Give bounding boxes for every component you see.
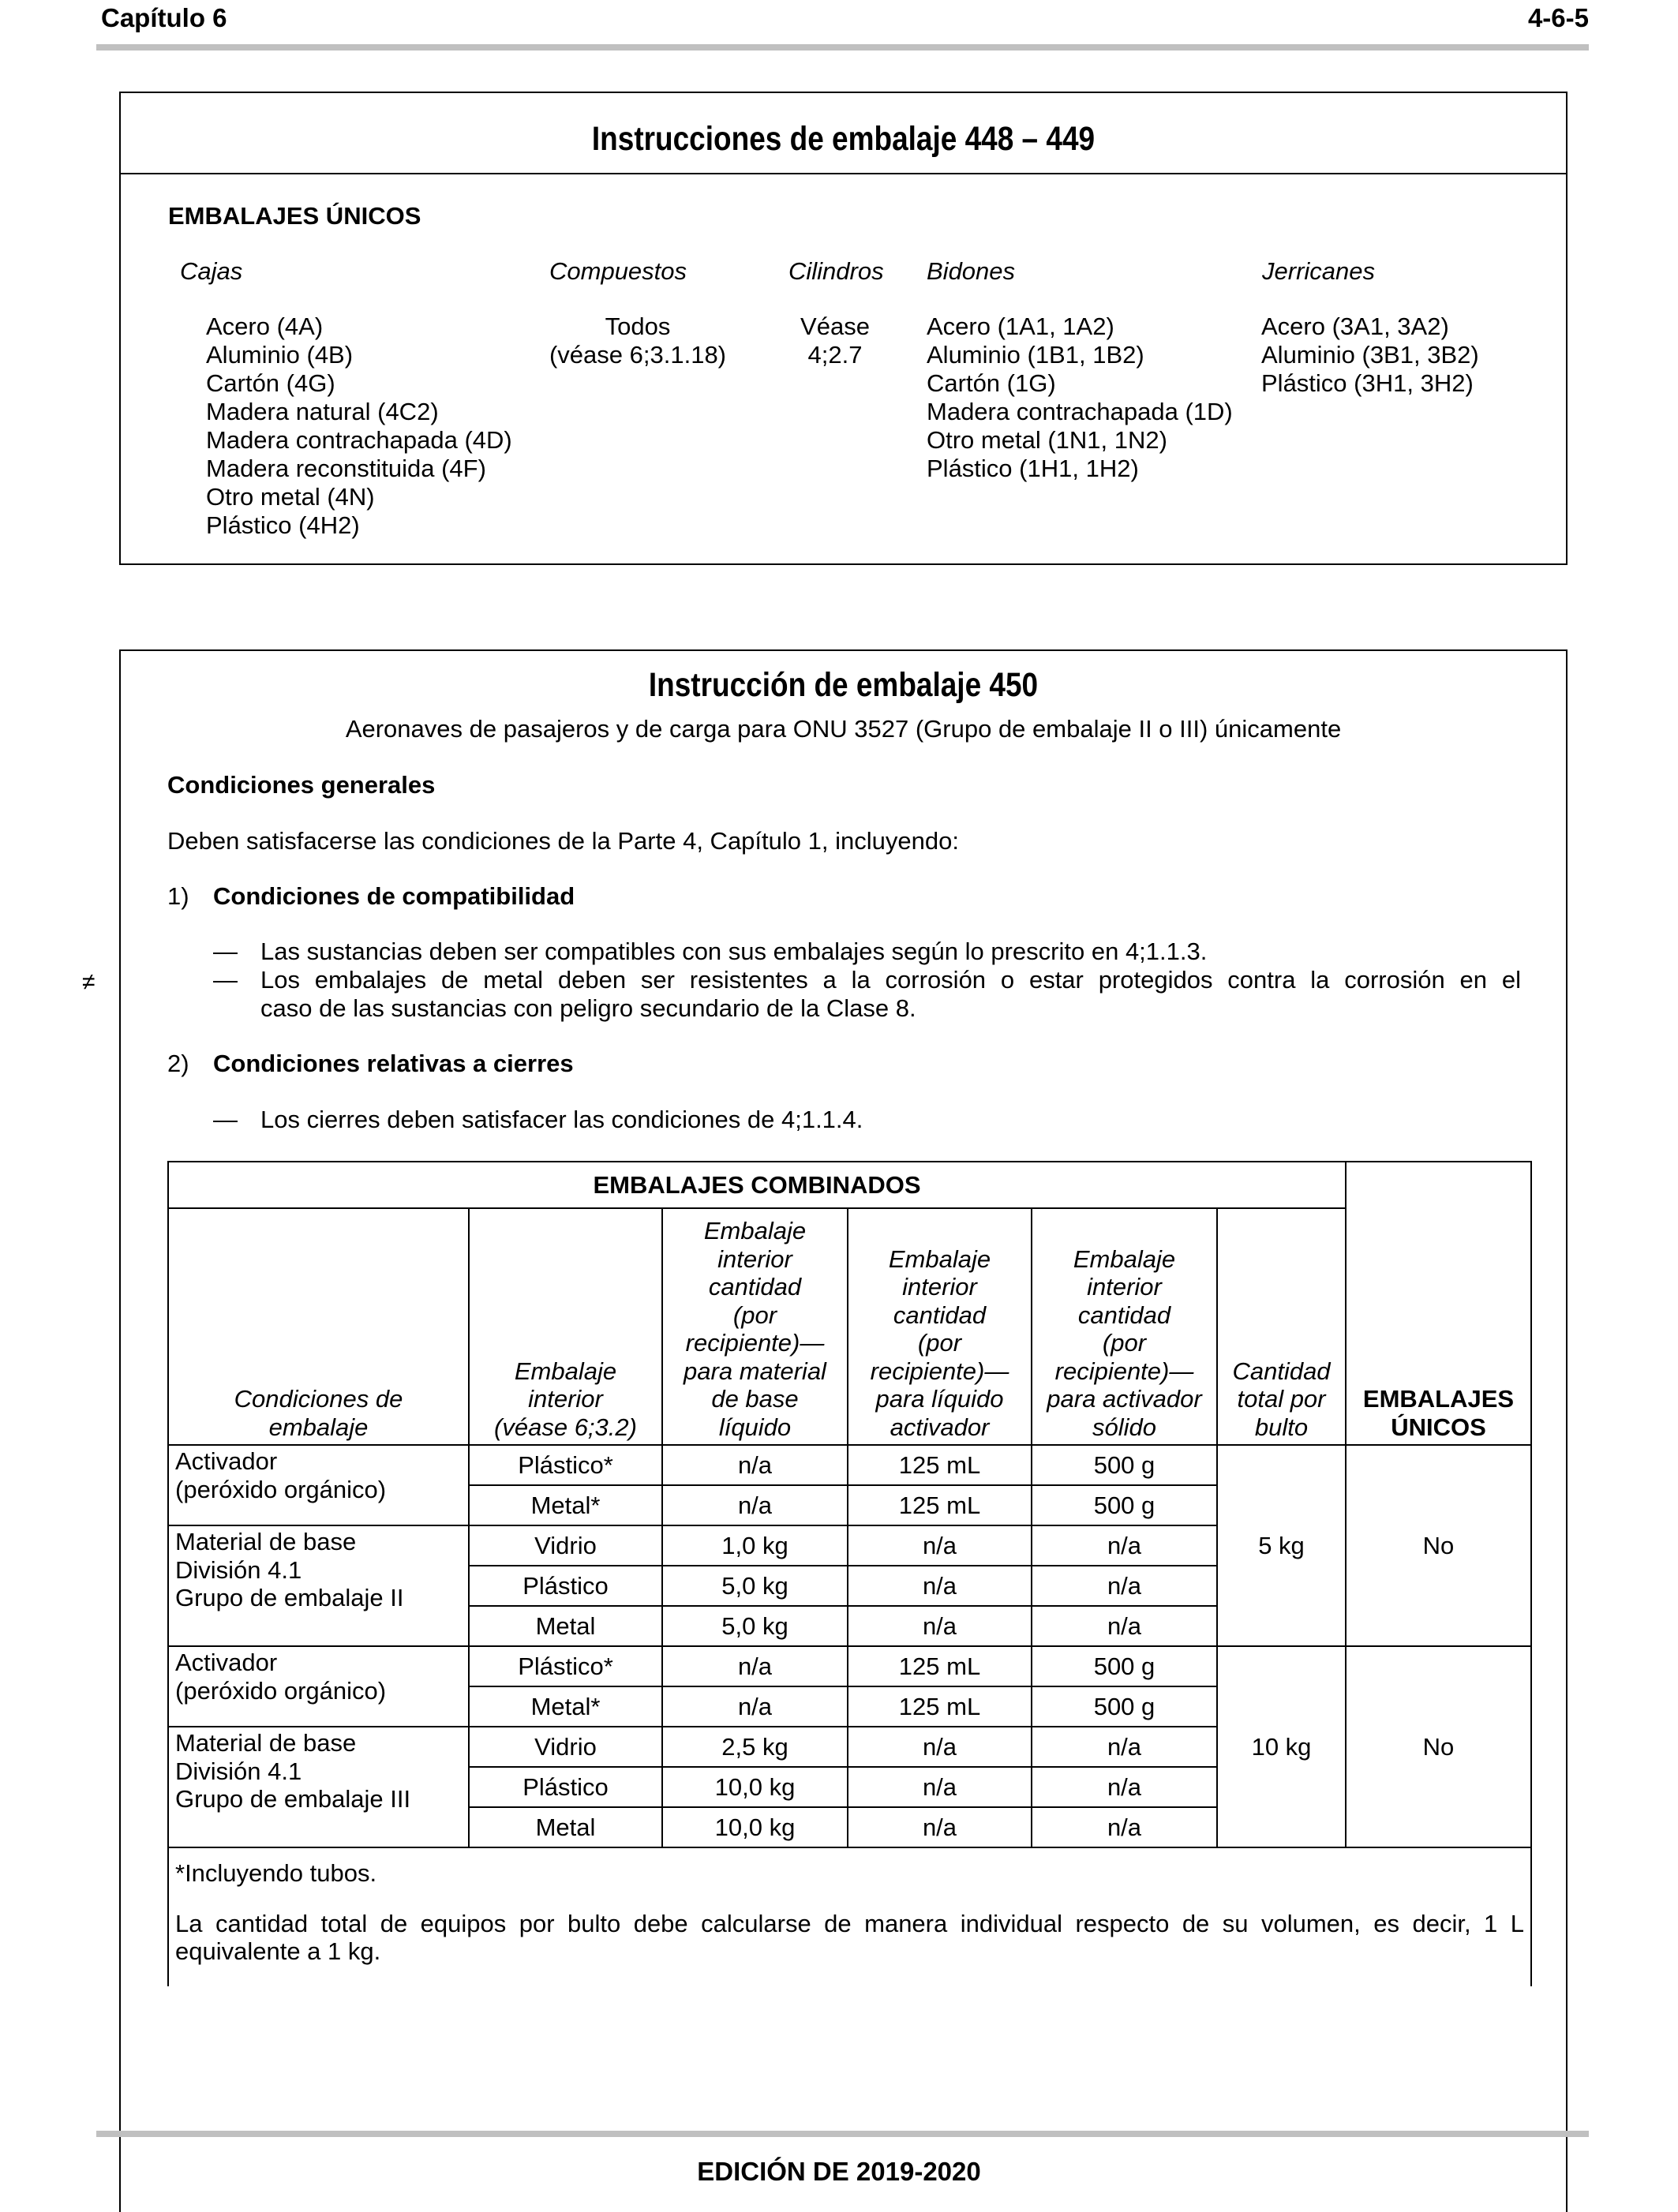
condition-label-line: (peróxido orgánico) [175, 1676, 387, 1705]
liquid-activator-qty-cell: n/a [848, 1525, 1032, 1566]
condition-label-cell [168, 1727, 469, 1847]
col-header-line: (por [732, 1301, 777, 1329]
cond2-heading: Condiciones relativas a cierres [213, 1050, 574, 1077]
condition-label-line: Grupo de embalaje III [175, 1785, 411, 1813]
cond2-bullet1: Los cierres deben satisfacer las condiciones de 4;1.1.4. [260, 1106, 863, 1133]
base-liquid-qty-cell: 10,0 kg [662, 1767, 848, 1807]
condition-label-cell [168, 1445, 469, 1525]
list-item: Aluminio (1B1, 1B2) [927, 341, 1144, 369]
condition-label-line: División 4.1 [175, 1757, 302, 1785]
condition-label-line: Activador [175, 1447, 278, 1475]
base-liquid-qty-cell: 5,0 kg [662, 1566, 848, 1606]
pi448-title: Instrucciones de embalaje 448 – 449 [591, 120, 1096, 158]
cond1-bullet2-line2: caso de las sustancias con peligro secundario de la Clase 8. [260, 994, 916, 1022]
single-heading-line: EMBALAJES [1362, 1385, 1515, 1413]
inner-packaging-cell: Plástico [469, 1566, 662, 1606]
col-header-line: Condiciones de [234, 1385, 403, 1413]
cond1-heading: Condiciones de compatibilidad [213, 882, 575, 910]
col-header-line: activador [890, 1413, 990, 1441]
list-item: Madera reconstituida (4F) [206, 455, 486, 482]
single-packaging-cell: No [1346, 1646, 1531, 1847]
col-header-line: bulto [1254, 1413, 1309, 1441]
col-header-line: interior [1087, 1273, 1162, 1301]
condition-label-line: Grupo de embalaje II [175, 1584, 404, 1611]
base-liquid-qty-cell: n/a [662, 1646, 848, 1686]
col-header-line: interior [902, 1273, 977, 1301]
col-heading-compuestos: Compuestos [549, 257, 687, 285]
compuestos-list [539, 313, 736, 369]
list-item: Aluminio (4B) [206, 341, 354, 369]
list-item: Madera contrachapada (1D) [927, 398, 1233, 425]
solid-activator-qty-cell: n/a [1032, 1566, 1217, 1606]
liquid-activator-qty-cell: n/a [848, 1566, 1032, 1606]
solid-activator-qty-cell: n/a [1032, 1807, 1217, 1847]
condition-label-line: División 4.1 [175, 1555, 302, 1584]
base-liquid-qty-cell: n/a [662, 1686, 848, 1727]
jerricanes-list [1261, 313, 1479, 398]
col-header-line: interior [528, 1385, 603, 1413]
edition-label: EDICIÓN DE 2019-2020 [697, 2157, 981, 2186]
cajas-list [206, 313, 512, 540]
col-header-line: cantidad [893, 1301, 987, 1329]
base-liquid-qty-cell: n/a [662, 1485, 848, 1525]
table-row [168, 1646, 1531, 1686]
list-item: Madera natural (4C2) [206, 398, 439, 425]
condition-label-line: (peróxido orgánico) [175, 1475, 387, 1503]
liquid-activator-qty-cell: 125 mL [848, 1445, 1032, 1485]
liquid-activator-qty-cell: 125 mL [848, 1485, 1032, 1525]
cond1-number: 1) [167, 882, 189, 910]
margin-change-mark: ≠ [82, 969, 96, 995]
general-conditions-heading: Condiciones generales [167, 771, 436, 799]
bullet-dash: — [213, 966, 238, 994]
single-heading-line: ÚNICOS [1391, 1413, 1486, 1441]
inner-packaging-cell: Vidrio [469, 1727, 662, 1767]
header-rule [96, 44, 1589, 51]
col-header-line: Embalaje [888, 1244, 991, 1273]
solid-activator-qty-cell: n/a [1032, 1767, 1217, 1807]
solid-activator-qty-cell: n/a [1032, 1525, 1217, 1566]
table-notes [168, 1847, 1531, 1986]
inner-packaging-cell: Metal* [469, 1485, 662, 1525]
col-header-total-qty [1217, 1208, 1346, 1445]
note-total-line2: equivalente a 1 kg. [175, 1937, 381, 1965]
condition-label-cell [168, 1646, 469, 1727]
col-header-base-liquid-qty [662, 1208, 848, 1445]
solid-activator-qty-cell: n/a [1032, 1727, 1217, 1767]
col-header-line: para líquido [875, 1385, 1004, 1413]
packing-table [167, 1161, 1532, 1986]
col-heading-bidones: Bidones [927, 257, 1016, 285]
inner-packaging-cell: Vidrio [469, 1525, 662, 1566]
col-heading-cajas: Cajas [180, 257, 243, 285]
packing-instruction-448-box [119, 92, 1568, 565]
condition-label-line: Material de base [175, 1729, 357, 1757]
list-item: Plástico (1H1, 1H2) [927, 455, 1139, 482]
list-item: Acero (1A1, 1A2) [927, 313, 1114, 340]
col-header-line: sólido [1092, 1413, 1156, 1441]
liquid-activator-qty-cell: n/a [848, 1807, 1032, 1847]
inner-packaging-cell: Plástico* [469, 1646, 662, 1686]
col-heading-jerricanes: Jerricanes [1262, 257, 1375, 285]
col-header-solid-activator-qty [1032, 1208, 1217, 1445]
liquid-activator-qty-cell: n/a [848, 1606, 1032, 1646]
list-item: Otro metal (1N1, 1N2) [927, 426, 1167, 454]
inner-packaging-cell: Metal [469, 1807, 662, 1847]
condition-label-cell [168, 1525, 469, 1646]
note-total-line1: La cantidad total de equipos por bulto debe calcularse de manera individual respecto de su volumen, es decir, 1 L [175, 1909, 1524, 1937]
col-header-conditions [168, 1208, 469, 1445]
list-item: Acero (3A1, 3A2) [1261, 313, 1449, 340]
list-item: Cartón (4G) [206, 369, 335, 397]
col-header-line: recipiente)— [685, 1329, 825, 1357]
list-item: 4;2.7 [807, 341, 863, 369]
col-header-line: Embalaje [1073, 1244, 1176, 1273]
liquid-activator-qty-cell: n/a [848, 1767, 1032, 1807]
pi450-subtitle: Aeronaves de pasajeros y de carga para ONU 3527 (Grupo de embalaje II o III) únicamente [345, 715, 1342, 743]
base-liquid-qty-cell: 1,0 kg [662, 1525, 848, 1566]
base-liquid-qty-cell: 10,0 kg [662, 1807, 848, 1847]
col-heading-cilindros: Cilindros [788, 257, 884, 285]
col-header-line: líquido [718, 1413, 792, 1441]
col-header-inner-packaging [469, 1208, 662, 1445]
pi448-title-divider [121, 173, 1566, 174]
pi448-section-heading: EMBALAJES ÚNICOS [168, 202, 421, 230]
col-header-line: embalaje [268, 1413, 369, 1441]
col-header-line: interior [717, 1244, 792, 1273]
col-header-line: para material [684, 1357, 826, 1385]
col-header-line: Embalaje [514, 1357, 617, 1385]
footer-rule [96, 2131, 1589, 2137]
inner-packaging-cell: Metal [469, 1606, 662, 1646]
cond2-number: 2) [167, 1050, 189, 1077]
col-header-line: (véase 6;3.2) [494, 1413, 637, 1441]
inner-packaging-cell: Plástico [469, 1767, 662, 1807]
col-header-line: Embalaje [703, 1217, 807, 1244]
col-header-line: cantidad [1077, 1301, 1171, 1329]
col-header-line: recipiente)— [1054, 1357, 1194, 1385]
liquid-activator-qty-cell: 125 mL [848, 1686, 1032, 1727]
solid-activator-qty-cell: 500 g [1032, 1686, 1217, 1727]
solid-activator-qty-cell: 500 g [1032, 1646, 1217, 1686]
total-qty-cell: 5 kg [1217, 1445, 1346, 1646]
page-reference: 4-6-5 [1527, 3, 1589, 32]
col-header-line: recipiente)— [870, 1357, 1009, 1385]
col-header-line: Cantidad [1232, 1357, 1331, 1385]
list-item: Acero (4A) [206, 313, 324, 340]
list-item: Madera contrachapada (4D) [206, 426, 512, 454]
condition-label-line: Material de base [175, 1528, 357, 1555]
base-liquid-qty-cell: n/a [662, 1445, 848, 1485]
inner-packaging-cell: Plástico* [469, 1445, 662, 1485]
col-header-line: (por [1102, 1329, 1147, 1357]
col-header-line: total por [1237, 1385, 1326, 1413]
bidones-list [927, 313, 1233, 483]
cond1-bullet2-line1: Los embalajes de metal deben ser resistentes a la corrosión o estar protegidos contra la corrosión en el [260, 966, 1521, 994]
intro-text: Deben satisfacerse las condiciones de la Parte 4, Capítulo 1, incluyendo: [167, 827, 959, 855]
single-packaging-cell: No [1346, 1445, 1531, 1646]
bullet-dash: — [213, 938, 238, 965]
total-qty-cell: 10 kg [1217, 1646, 1346, 1847]
solid-activator-qty-cell: n/a [1032, 1606, 1217, 1646]
liquid-activator-qty-cell: 125 mL [848, 1646, 1032, 1686]
list-item: Otro metal (4N) [206, 483, 375, 511]
list-item: Todos [605, 313, 671, 340]
solid-activator-qty-cell: 500 g [1032, 1445, 1217, 1485]
bullet-dash: — [213, 1106, 238, 1133]
base-liquid-qty-cell: 2,5 kg [662, 1727, 848, 1767]
list-item: Véase [800, 313, 870, 340]
col-header-liquid-activator-qty [848, 1208, 1032, 1445]
col-header-line: cantidad [708, 1273, 802, 1301]
col-header-line: (por [917, 1329, 962, 1357]
single-packagings-heading [1346, 1162, 1531, 1445]
list-item: Plástico (4H2) [206, 511, 360, 539]
combined-packagings-heading: EMBALAJES COMBINADOS [168, 1162, 1346, 1208]
condition-label-line: Activador [175, 1649, 278, 1676]
list-item: (véase 6;3.1.18) [549, 341, 727, 369]
note-tubes: *Incluyendo tubos. [175, 1859, 377, 1887]
chapter-label: Capítulo 6 [101, 3, 227, 32]
base-liquid-qty-cell: 5,0 kg [662, 1606, 848, 1646]
list-item: Cartón (1G) [927, 369, 1056, 397]
col-header-line: de base [711, 1385, 799, 1413]
cond1-bullet1: Las sustancias deben ser compatibles con sus embalajes según lo prescrito en 4;1.1.3. [260, 938, 1208, 965]
inner-packaging-cell: Metal* [469, 1686, 662, 1727]
table-row [168, 1445, 1531, 1485]
col-header-line: para activador [1047, 1385, 1202, 1413]
liquid-activator-qty-cell: n/a [848, 1727, 1032, 1767]
cilindros-list [784, 313, 886, 369]
list-item: Aluminio (3B1, 3B2) [1261, 341, 1479, 369]
pi450-title: Instrucción de embalaje 450 [648, 666, 1039, 704]
list-item: Plástico (3H1, 3H2) [1261, 369, 1474, 397]
solid-activator-qty-cell: 500 g [1032, 1485, 1217, 1525]
